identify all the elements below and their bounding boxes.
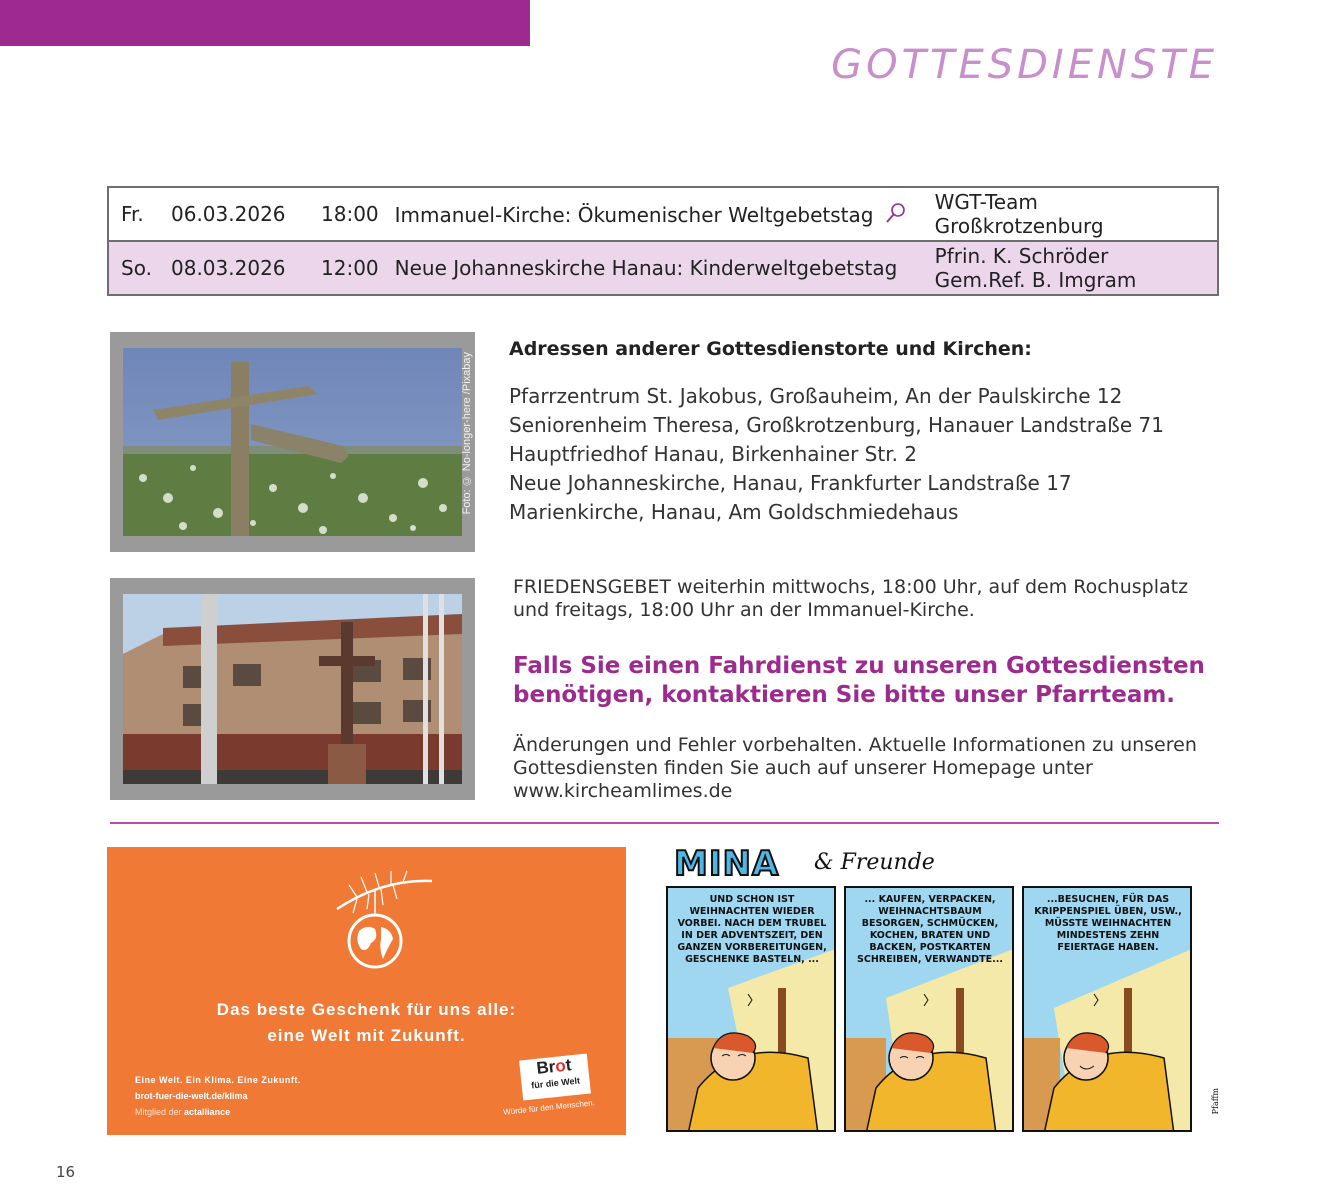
service-date: 06.03.2026 [171,202,286,226]
ad-tagline: Eine Welt. Ein Klima. Eine Zukunft. [135,1075,301,1085]
ad-slogan [107,997,626,1049]
service-team [927,241,1218,295]
ad-url: brot-fuer-die-welt.de/klima [135,1091,248,1101]
artist-signature: Pfaffm [1211,1088,1220,1115]
ride-service-notice: Falls Sie einen Fahrdienst zu unseren Gottesdiensten benötigen, kontaktieren Sie bitte unser Pfarrteam. [513,653,1205,708]
team-line: Großkrotzenburg [934,214,1104,238]
top-accent-bar [0,0,530,46]
page-number: 16 [56,1163,76,1181]
peace-prayer-notice: FRIEDENSGEBET weiterhin mittwochs, 18:00 Uhr, auf dem Rochusplatz und freitags, 18:00 Uhr an der Immanuel-Kirche. [513,576,1189,621]
changes-notice: Änderungen und Fehler vorbehalten. Aktuelle Informationen zu unseren Gottesdiensten finden Sie auch auf unserer Homepage unter www.kircheamlimes.de [513,734,1197,802]
brot-logo [519,1054,591,1101]
addresses-list [509,382,1164,527]
signpost-photo [110,332,475,552]
brot-logo-sub: für die Welt [530,1075,581,1091]
comic-title-suffix: & Freunde [814,850,935,875]
service-day: Fr. [121,202,144,226]
ad-member-line [135,1107,230,1117]
ad-slogan-line: Das beste Geschenk für uns alle: [216,1000,517,1019]
list-item: Seniorenheim Theresa, Großkrotzenburg, Hanauer Landstraße 71 [509,413,1164,437]
team-line: Gem.Ref. B. Imgram [934,268,1137,292]
cross-photo [110,578,475,800]
divider [110,822,1219,824]
comic-panel [1022,886,1192,1132]
list-item: Hauptfriedhof Hanau, Birkenhainer Str. 2 [509,442,918,466]
service-event: Neue Johanneskirche Hanau: Kinderweltgebetstag [387,241,927,295]
speech-bubble: ...BESUCHEN, FÜR DAS KRIPPENSPIEL ÜBEN, USW., MÜSSTE WEIHNACHTEN MINDESTENS ZEHN FEIERTAGE HABEN. [1034,894,1182,953]
service-day: So. [108,241,163,295]
table-row [108,187,1218,241]
speech-bubble: UND SCHON IST WEIHNACHTEN WIEDER VORBEI. NACH DEM TRUBEL IN DER ADVENTSZEIT, DEN GANZEN VORBEREITUNGEN, GESCHENKE BASTELN, ... [677,894,827,965]
list-item: Neue Johanneskirche, Hanau, Frankfurter Landstraße 17 [509,471,1072,495]
service-time: 12:00 [313,241,387,295]
service-date: 08.03.2026 [163,241,313,295]
magnifier-icon [884,201,908,225]
service-event: Immanuel-Kirche: Ökumenischer Weltgebetstag [394,203,874,227]
ad-member-prefix: Mitglied der [135,1107,182,1117]
addresses-heading: Adressen anderer Gottesdienstorte und Kirchen: [509,338,1032,360]
signpost-image [123,348,462,536]
services-table [107,186,1219,296]
team-line: WGT-Team [934,190,1038,214]
cross-image [123,594,462,784]
comic-panel [666,886,836,1132]
brot-ad [107,847,626,1135]
speech-bubble: ... KAUFEN, VERPACKEN, WEIHNACHTSBAUM BESORGEN, SCHMÜCKEN, KOCHEN, BRATEN UND BACKEN, POSTKARTEN SCHREIBEN, VERWANDTE... [857,894,1003,965]
service-event-cell [387,187,927,241]
mina-comic [664,838,1224,1138]
act-alliance-logo: actalliance [184,1107,231,1117]
ad-slogan-line: eine Welt mit Zukunft. [267,1026,466,1045]
brot-claim: Würde für den Menschen. [502,1098,596,1117]
comic-title: MINA [674,844,780,884]
photo-credit: Foto: © No-longer-here /Pixabay [461,352,473,515]
globe-ornament-icon [327,869,437,989]
team-line: Pfrin. K. Schröder [934,244,1109,268]
service-team [927,187,1218,241]
list-item: Pfarrzentrum St. Jakobus, Großauheim, An der Paulskirche 12 [509,384,1123,408]
page-title: GOTTESDIENSTE [831,42,1218,88]
list-item: Marienkirche, Hanau, Am Goldschmiedehaus [509,500,959,524]
brot-logo-word: Brot [535,1055,573,1078]
comic-panel [844,886,1014,1132]
service-time: 18:00 [321,202,379,226]
table-row [108,241,1218,295]
